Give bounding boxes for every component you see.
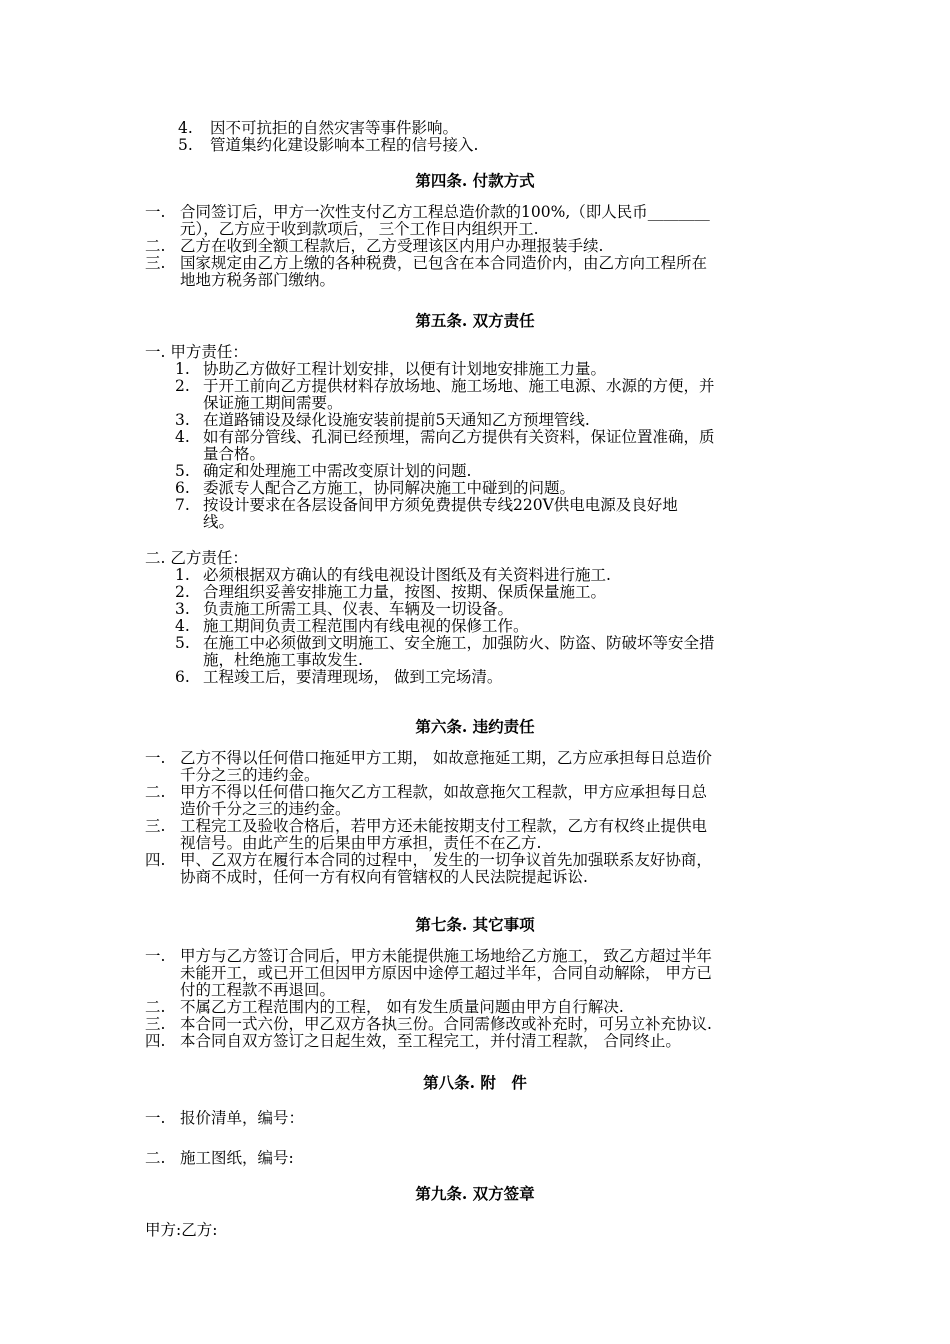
article4-item-text-2-1: 乙方在收到全额工程款后，乙方受理该区内用户办理报装手续.	[180, 237, 604, 255]
article5-party-a-item-number-1: 1.	[175, 360, 190, 378]
article5-party-a-item-number-7: 7.	[175, 496, 190, 514]
article7-item-text-4-1: 本合同自双方签订之日起生效，至工程完工，并付清工程款， 合同终止。	[180, 1032, 681, 1050]
article5-party-a-item-number-5: 5.	[175, 462, 190, 480]
article6-item-text-1-2: 千分之三的违约金。	[180, 766, 320, 784]
article7-item-text-1-2: 未能开工，或已开工但因甲方原因中途停工超过半年，合同自动解除， 甲方已	[180, 964, 712, 982]
article5-party-a-item-text-2-1: 于开工前向乙方提供材料存放场地、施工场地、施工电源、水源的方便，并	[203, 377, 715, 395]
article5-party-a-item-text-1-1: 协助乙方做好工程计划安排，以便有计划地安排施工力量。	[203, 360, 607, 378]
article5-party-b-item-text-5-2: 施，杜绝施工事故发生.	[203, 651, 363, 669]
article3-item-text-2-1: 管道集约化建设影响本工程的信号接入.	[210, 136, 479, 154]
article6-item-text-2-1: 甲方不得以任何借口拖欠乙方工程款，如故意拖欠工程款，甲方应承担每日总	[180, 783, 708, 801]
article6-item-text-3-2: 视信号。由此产生的后果由甲方承担，责任不在乙方.	[180, 834, 542, 852]
article4-item-text-1-2: 元），乙方应于收到款项后， 三个工作日内组织开工.	[180, 220, 539, 238]
article5-party-a-item-text-4-1: 如有部分管线、孔洞已经预埋，需向乙方提供有关资料，保证位置准确，质	[203, 428, 715, 446]
article5-party-a-item-number-2: 2.	[175, 377, 190, 395]
article7-item-text-2-1: 不属乙方工程范围内的工程， 如有发生质量问题由甲方自行解决.	[180, 998, 624, 1016]
article7-item-text-3-1: 本合同一式六份，甲乙双方各执三份。合同需修改或补充时，可另立补充协议.	[180, 1015, 712, 1033]
article5-party-b-item-text-2-1: 合理组织妥善安排施工力量，按图、按期、保质保量施工。	[203, 583, 607, 601]
article7-item-text-1-3: 付的工程款不再退回。	[180, 981, 336, 999]
article5-party-b-item-text-6-1: 工程竣工后，要清理现场， 做到工完场清。	[203, 668, 503, 686]
article4-item-text-1-1: 合同签订后，甲方一次性支付乙方工程总造价款的100%,（即人民币________	[180, 203, 710, 221]
article5-party-a-item-text-3-1: 在道路铺设及绿化设施安装前提前5天通知乙方预埋管线.	[203, 411, 590, 429]
article6-heading: 第六条. 违约责任	[415, 717, 535, 736]
article5-party-b-item-number-4: 4.	[175, 617, 190, 635]
article5-party-a-item-text-7-1: 按设计要求在各层设备间甲方须免费提供专线220V供电电源及良好地	[203, 496, 678, 514]
article8-item-text-1: 报价清单，编号：	[180, 1109, 305, 1127]
article6-item-number-2: 二.	[145, 783, 166, 801]
article4-item-number-3: 三.	[145, 254, 166, 272]
article6-item-text-4-2: 协商不成时，任何一方有权向有管辖权的人民法院提起诉讼.	[180, 868, 588, 886]
article5-party-a-item-text-7-2: 线。	[203, 513, 235, 531]
article6-item-text-4-1: 甲、乙双方在履行本合同的过程中， 发生的一切争议首先加强联系友好协商，	[180, 851, 712, 869]
article6-item-number-1: 一.	[145, 749, 166, 767]
article4-item-text-3-1: 国家规定由乙方上缴的各种税费，已包含在本合同造价内，由乙方向工程所在	[180, 254, 708, 272]
article5-party-a-item-text-6-1: 委派专人配合乙方施工，协同解决施工中碰到的问题。	[203, 479, 576, 497]
article4-item-text-3-2: 地地方税务部门缴纳。	[180, 271, 336, 289]
article5-party-b-item-text-4-1: 施工期间负责工程范围内有线电视的保修工作。	[203, 617, 529, 635]
article6-item-number-3: 三.	[145, 817, 166, 835]
article8-item-number-1: 一.	[145, 1109, 166, 1127]
article5-party-a-label: 一. 甲方责任：	[145, 343, 248, 361]
article5-party-b-item-text-5-1: 在施工中必须做到文明施工、安全施工，加强防火、防盗、防破坏等安全措	[203, 634, 715, 652]
article8-item-number-2: 二.	[145, 1149, 166, 1167]
article5-party-a-item-text-4-2: 量合格。	[203, 445, 266, 463]
article5-party-b-label: 二. 乙方责任：	[145, 549, 248, 567]
article5-party-b-item-number-1: 1.	[175, 566, 190, 584]
article3-item-number-1: 4.	[178, 119, 193, 137]
article5-heading: 第五条. 双方责任	[415, 311, 535, 330]
article5-party-b-item-number-5: 5.	[175, 634, 190, 652]
article5-party-a-item-number-6: 6.	[175, 479, 190, 497]
article4-heading: 第四条. 付款方式	[415, 171, 535, 190]
article3-item-text-1-1: 因不可抗拒的自然灾害等事件影响。	[210, 119, 459, 137]
article6-item-text-2-2: 造价千分之三的违约金。	[180, 800, 351, 818]
article5-party-a-item-text-5-1: 确定和处理施工中需改变原计划的问题.	[203, 462, 472, 480]
article5-party-a-item-number-4: 4.	[175, 428, 190, 446]
article7-item-text-1-1: 甲方与乙方签订合同后，甲方未能提供施工场地给乙方施工， 致乙方超过半年	[180, 947, 712, 965]
article8-item-text-2: 施工图纸，编号:	[180, 1149, 294, 1167]
article7-item-number-3: 三.	[145, 1015, 166, 1033]
article7-item-number-4: 四.	[145, 1032, 166, 1050]
article5-party-a-item-text-2-2: 保证施工期间需要。	[203, 394, 343, 412]
article8-heading: 第八条. 附 件	[423, 1073, 527, 1092]
article5-party-b-item-number-2: 2.	[175, 583, 190, 601]
article5-party-b-item-text-1-1: 必须根据双方确认的有线电视设计图纸及有关资料进行施工.	[203, 566, 611, 584]
article5-party-b-item-number-3: 3.	[175, 600, 190, 618]
article7-heading: 第七条. 其它事项	[415, 915, 535, 934]
article9-heading: 第九条. 双方签章	[415, 1184, 535, 1203]
article4-item-number-1: 一.	[145, 203, 166, 221]
article6-item-text-3-1: 工程完工及验收合格后，若甲方还未能按期支付工程款，乙方有权终止提供电	[180, 817, 708, 835]
article5-party-a-item-number-3: 3.	[175, 411, 190, 429]
article3-item-number-2: 5.	[178, 136, 193, 154]
article7-item-number-2: 二.	[145, 998, 166, 1016]
article7-item-number-1: 一.	[145, 947, 166, 965]
article6-item-number-4: 四.	[145, 851, 166, 869]
article5-party-b-item-number-6: 6.	[175, 668, 190, 686]
article4-item-number-2: 二.	[145, 237, 166, 255]
signature-line: 甲方:乙方:	[145, 1221, 218, 1239]
article6-item-text-1-1: 乙方不得以任何借口拖延甲方工期， 如故意拖延工期，乙方应承担每日总造价	[180, 749, 712, 767]
article5-party-b-item-text-3-1: 负责施工所需工具、仪表、车辆及一切设备。	[203, 600, 514, 618]
